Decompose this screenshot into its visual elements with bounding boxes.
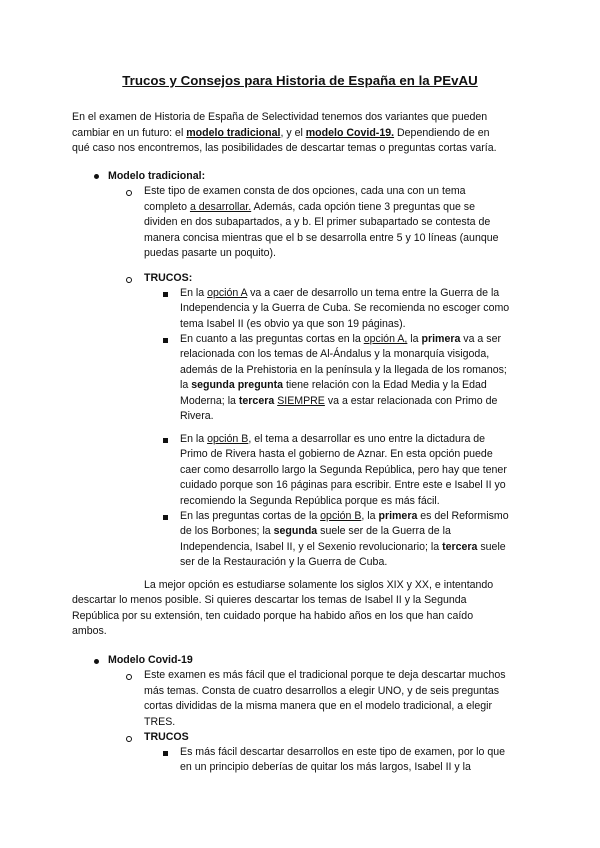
- document-title: Trucos y Consejos para Historia de España en la PEvAU: [122, 73, 478, 88]
- covid-truco-line-1: Es más fácil descartar desarrollos en este tipo de examen, por lo que: [180, 746, 506, 758]
- bullet-square-icon: [163, 510, 168, 520]
- bullet-dot-icon: [94, 169, 99, 179]
- truco-2-line-2: relacionada con los temas de Al-Ándalus y la monarquía visigoda,: [180, 348, 490, 360]
- truco-2-line-5: Moderna; la tercera SIEMPRE va a estar relacionada con Primo de: [180, 395, 498, 407]
- desc-line-2: completo a desarrollar. Además, cada opción tiene 3 preguntas que se: [144, 201, 475, 213]
- modelo-covid-link: modelo Covid-19.: [305, 127, 395, 139]
- bullet-circle-icon: [126, 731, 132, 742]
- bullet-circle-icon: [126, 669, 132, 680]
- bullet-circle-icon: [126, 272, 132, 283]
- covid-truco-line-2: en un principio deberías de quitar los más largos, Isabel II y la: [180, 761, 471, 773]
- mejor-line-4: ambos.: [72, 625, 107, 637]
- desc-line-4: manera concisa mientras que el b se desarrolla entre 5 y 10 líneas (aunque: [144, 232, 499, 244]
- desc-line-1: Este tipo de examen consta de dos opciones, cada una con un tema: [144, 185, 466, 197]
- truco-3-line-4: cuidado porque son 16 páginas para escribir. Entre este e Isabel II yo: [180, 479, 506, 491]
- section-heading-covid: Modelo Covid-19: [108, 654, 193, 666]
- truco-3-line-1: En la opción B, el tema a desarrollar es uno entre la dictadura de: [180, 433, 486, 445]
- truco-1-line-3: tema Isabel II (es obvio ya que son 19 páginas).: [180, 318, 406, 330]
- covid-desc-line-1: Este examen es más fácil que el tradicional porque te deja descartar muchos: [144, 669, 506, 681]
- section-heading-tradicional: Modelo tradicional:: [108, 170, 206, 182]
- bullet-circle-icon: [126, 185, 132, 196]
- truco-3-line-5: recomiendo la Segunda República porque es más fácil.: [180, 495, 440, 507]
- intro-line-2: cambiar en un futuro: el modelo tradicional, y el modelo Covid-19. Dependiendo de en: [72, 127, 490, 139]
- truco-4-line-2: de los Borbones; la segunda suele ser de la Guerra de la: [180, 525, 451, 537]
- truco-1-line-1: En la opción A va a caer de desarrollo un tema entre la Guerra de la: [180, 287, 500, 299]
- covid-desc-line-4: TRES.: [144, 716, 176, 728]
- truco-3-line-2: Primo de Rivera hasta el gobierno de Aznar. En esta opción puede: [180, 448, 493, 460]
- covid-desc-line-2: más temas. Consta de cuatro desarrollos a elegir UNO, y de seis preguntas: [144, 685, 500, 697]
- bullet-dot-icon: [94, 654, 99, 664]
- desc-line-5: puedas pasarte un poquito).: [144, 247, 276, 259]
- bullet-square-icon: [163, 287, 168, 297]
- truco-2-line-6: Rivera.: [180, 410, 214, 422]
- truco-2-line-4: la segunda pregunta tiene relación con la Edad Media y la Edad: [180, 379, 487, 391]
- intro-line-1: En el examen de Historia de España de Selectividad tenemos dos variantes que pueden: [72, 111, 488, 123]
- mejor-line-2: descartar lo menos posible. Si quieres descartar los temas de Isabel II y la Segunda: [72, 594, 467, 606]
- truco-1-line-2: Independencia y la Guerra de Cuba. Se recomienda no escoger como: [180, 302, 510, 314]
- mejor-line-3: República por su extensión, ten cuidado porque ha habido años en los que han caído: [72, 610, 474, 622]
- desc-line-3: dividen en dos subapartados, a y b. El primer subapartado se contesta de: [144, 216, 491, 228]
- intro-line-3: qué caso nos encontremos, las posibilidades de descartar temas o preguntas cortas varía.: [72, 142, 497, 154]
- bullet-square-icon: [163, 433, 168, 443]
- bullet-square-icon: [163, 746, 168, 756]
- mejor-line-1: La mejor opción es estudiarse solamente los siglos XIX y XX, e intentando: [144, 579, 494, 591]
- truco-4-line-3: Independencia, Isabel II, y el Sexenio revolucionario; la tercera suele: [180, 541, 506, 553]
- trucos-heading-covid: TRUCOS: [144, 731, 189, 743]
- truco-4-line-1: En las preguntas cortas de la opción B, la primera es del Reformismo: [180, 510, 509, 522]
- covid-desc-line-3: cortas divididas de la misma manera que en el modelo tradicional, a elegir: [144, 700, 493, 712]
- truco-4-line-4: ser de la Restauración y la Guerra de Cuba.: [180, 556, 388, 568]
- trucos-heading-tradicional: TRUCOS:: [144, 272, 193, 284]
- truco-2-line-3: además de la Prehistoria en la península y la llegada de los romanos;: [180, 364, 507, 376]
- bullet-square-icon: [163, 333, 168, 343]
- truco-2-line-1: En cuanto a las preguntas cortas en la opción A, la primera va a ser: [180, 333, 501, 345]
- modelo-tradicional-link: modelo tradicional: [186, 127, 281, 139]
- truco-3-line-3: caer como desarrollo largo la Segunda República, pero hay que tener: [180, 464, 507, 476]
